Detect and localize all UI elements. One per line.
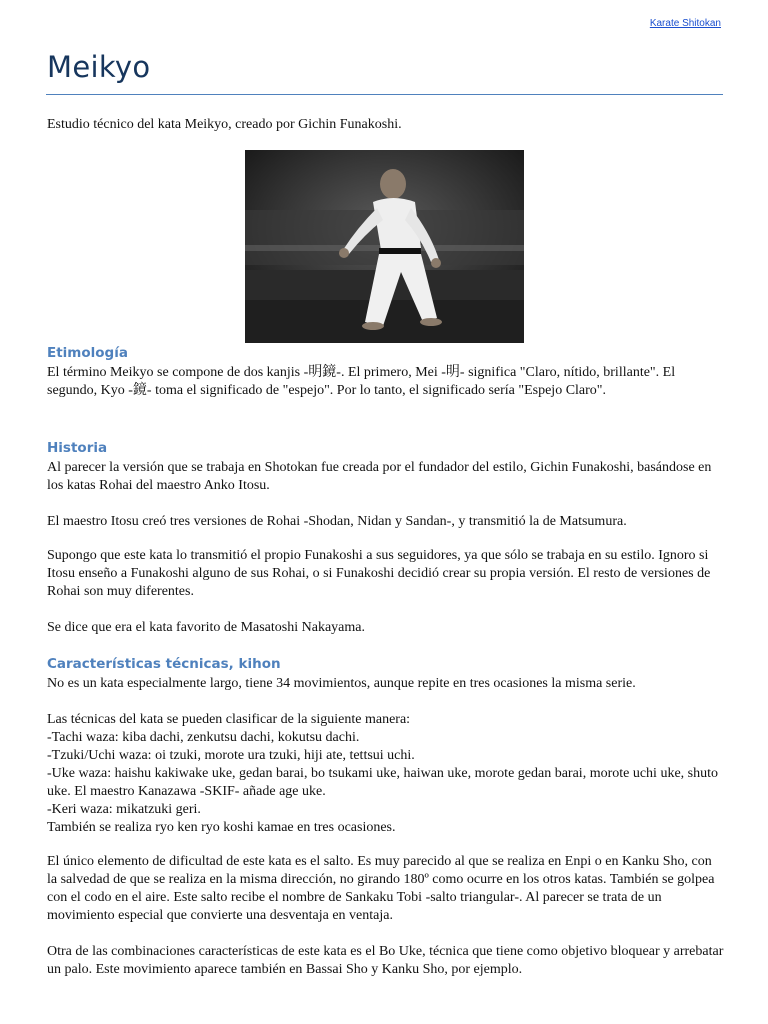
intro-paragraph: Estudio técnico del kata Meikyo, creado por Gichin Funakoshi. — [47, 117, 402, 132]
historia-paragraph-3: Supongo que este kata lo transmitió el propio Funakoshi a sus seguidores, ya que sólo se trabaja en su estilo. Ignoro si Itosu enseño a Funakoshi alguno de sus Rohai, o si Funakoshi decidió crear su propia versión. El resto de versiones de Rohai son muy diferentes. — [47, 548, 711, 599]
page-title: Meikyo — [47, 50, 151, 84]
caracteristicas-paragraph-bo-uke: Otra de las combinaciones características de este kata es el Bo Uke, técnica que tiene como objetivo bloquear y arrebatar un palo. Este movimiento aparece también en Bassai Sho y Kanku Sho, por ejemplo. — [47, 944, 724, 977]
list-item-tachi-waza: -Tachi waza: kiba dachi, zenkutsu dachi, kokutsu dachi. — [47, 730, 360, 745]
caracteristicas-paragraph-1: No es un kata especialmente largo, tiene 34 movimientos, aunque repite en tres ocasiones la misma serie. — [47, 676, 636, 691]
heading-caracteristicas: Características técnicas, kihon — [47, 656, 281, 672]
historia-paragraph-1: Al parecer la versión que se trabaja en Shotokan fue creada por el fundador del estilo, Gichin Funakoshi, basándose en los katas Rohai del maestro Anko Itosu. — [47, 460, 712, 493]
list-item-uke-waza: -Uke waza: haishu kakiwake uke, gedan barai, bo tsukami uke, haiwan uke, morote gedan barai, morote uchi uke, shuto uke. El maestro Kanazawa -SKIF- añade age uke. — [47, 766, 719, 799]
heading-etimologia: Etimología — [47, 345, 128, 361]
historia-paragraph-4: Se dice que era el kata favorito de Masatoshi Nakayama. — [47, 620, 365, 635]
list-item-ryo-ken-kamae: También se realiza ryo ken ryo koshi kamae en tres ocasiones. — [47, 820, 396, 835]
title-underline — [46, 94, 723, 95]
list-item-keri-waza: -Keri waza: mikatzuki geri. — [47, 802, 201, 817]
caracteristicas-paragraph-salto: El único elemento de dificultad de este kata es el salto. Es muy parecido al que se realiza en Enpi o en Kanku Sho, con la salvedad de que se realiza en la misma dirección, no girando 180º como ocurre en los otros katas. También se golpea con el codo en el aire. Este salto recibe el nombre de Sankaku Tobi -salto triangular-. Al parecer se trata de un movimiento especial que convierte una desventaja en ventaja. — [47, 854, 715, 923]
tecnicas-list-intro: Las técnicas del kata se pueden clasificar de la siguiente manera: — [47, 712, 411, 727]
karateka-photo-illustration — [245, 150, 524, 343]
heading-historia: Historia — [47, 440, 108, 456]
list-item-tzuki-uchi-waza: -Tzuki/Uchi waza: oi tzuki, morote ura tzuki, hiji ate, tettsui uchi. — [47, 748, 415, 763]
karateka-photo — [245, 150, 524, 343]
etimologia-paragraph: El término Meikyo se compone de dos kanjis -明鏡-. El primero, Mei -明- significa "Claro, nítido, brillante". El segundo, Kyo -鏡- toma el significado de "espejo". Por lo tanto, el significado sería "Espejo Claro". — [47, 365, 676, 398]
historia-paragraph-2: El maestro Itosu creó tres versiones de Rohai -Shodan, Nidan y Sandan-, y transmitió la de Matsumura. — [47, 514, 627, 529]
header-link-karate-shitokan[interactable]: Karate Shitokan — [649, 18, 721, 29]
